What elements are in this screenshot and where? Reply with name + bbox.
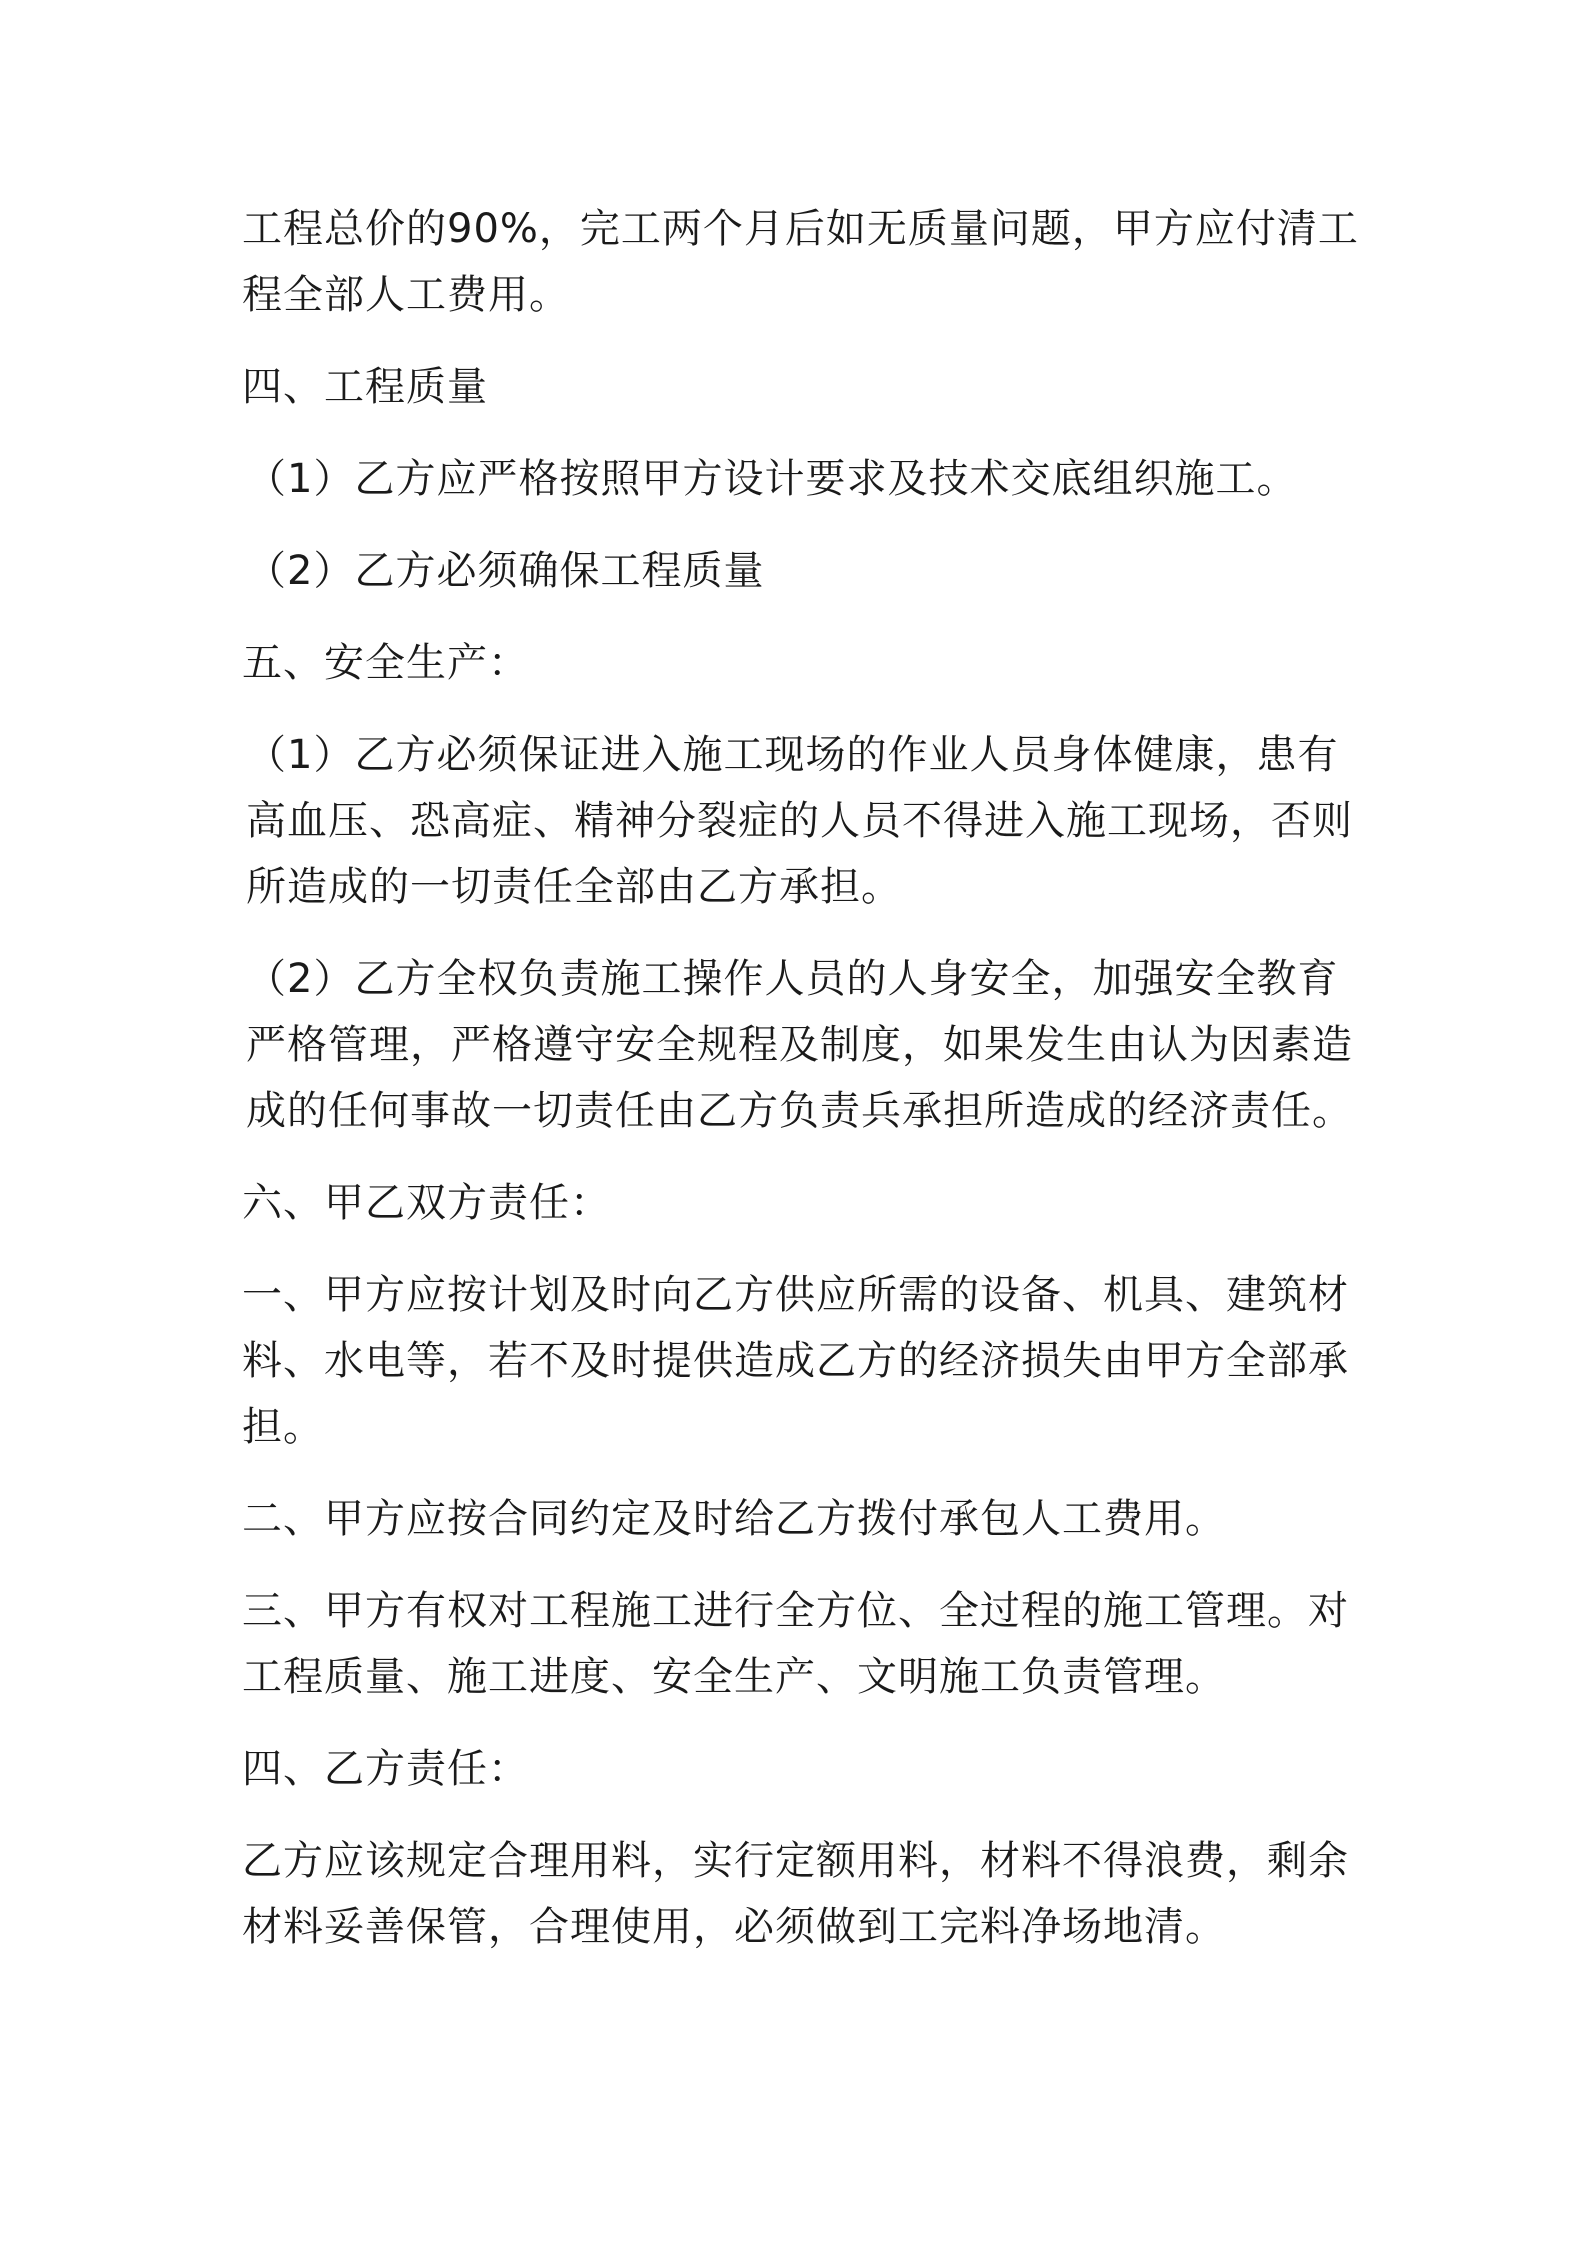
heading-responsibilities: 六、甲乙双方责任：: [242, 1180, 611, 1226]
quality-item-1: （1）乙方应严格按照甲方设计要求及技术交底组织施工。: [246, 456, 1298, 502]
responsibility-item-1: 一、甲方应按计划及时向乙方供应所需的设备、机具、建筑材料、水电等，若不及时提供造成乙方的经济损失由甲方全部承担。: [242, 1272, 1349, 1450]
party-b-responsibility-text: 乙方应该规定合理用料，实行定额用料，材料不得浪费，剩余材料妥善保管，合理使用，必须做到工完料净场地清。: [242, 1838, 1349, 1950]
heading-party-b-responsibility: 四、乙方责任：: [242, 1746, 529, 1792]
safety-item-1: （1）乙方必须保证进入施工现场的作业人员身体健康，患有高血压、恐高症、精神分裂症的人员不得进入施工现场，否则所造成的一切责任全部由乙方承担。: [246, 732, 1353, 910]
document-page: [242, 196, 1362, 1986]
safety-item-2: （2）乙方全权负责施工操作人员的人身安全，加强安全教育严格管理，严格遵守安全规程及制度，如果发生由认为因素造成的任何事故一切责任由乙方负责兵承担所造成的经济责任。: [246, 956, 1353, 1134]
quality-item-2: （2）乙方必须确保工程质量: [246, 548, 765, 594]
paragraph-payment-terms: 工程总价的90%，完工两个月后如无质量问题，甲方应付清工程全部人工费用。: [242, 206, 1359, 318]
heading-quality: 四、工程质量: [242, 364, 488, 410]
responsibility-item-3: 三、甲方有权对工程施工进行全方位、全过程的施工管理。对工程质量、施工进度、安全生产、文明施工负责管理。: [242, 1588, 1349, 1700]
heading-safety: 五、安全生产：: [242, 640, 529, 686]
responsibility-item-2: 二、甲方应按合同约定及时给乙方拨付承包人工费用。: [242, 1496, 1226, 1542]
